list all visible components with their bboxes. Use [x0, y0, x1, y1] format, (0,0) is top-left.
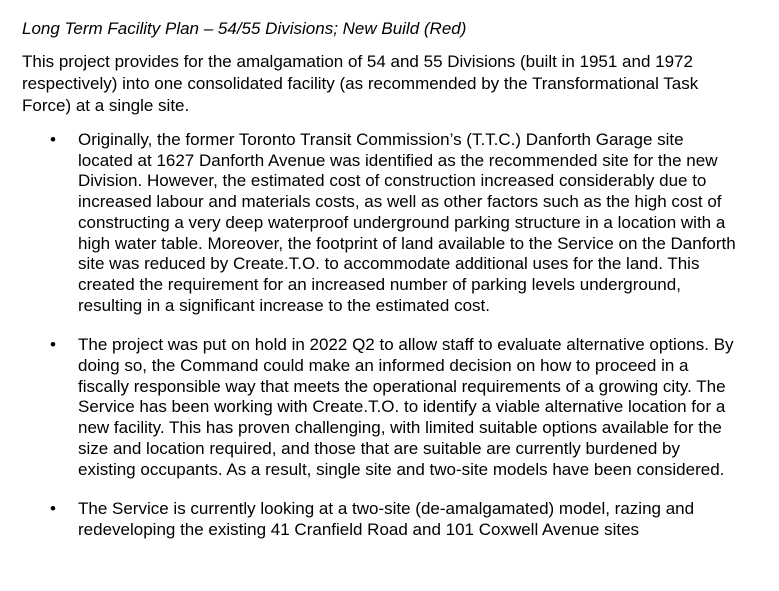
- bullet-text-2: The project was put on hold in 2022 Q2 to allow staff to evaluate alternative options. By doing so, the Command could make an informed decision on how to proceed in a fiscally responsible way that meets the operational requirements of a growing city. The Service has been working with Create.T.O. to identify a viable alternative location for a new facility. This has proven challenging, with limited suitable options available for the size and location required, and those that are suitable are currently burdened by existing occupants. As a result, single site and two-site models have been considered.: [78, 335, 734, 479]
- bullet-text-3: The Service is currently looking at a two-site (de-amalgamated) model, razing and redeveloping the existing 41 Cranfield Road and 101 Coxwell Avenue sites: [78, 499, 695, 539]
- bullet-icon: •: [50, 130, 56, 149]
- bullet-item-1: [22, 130, 742, 316]
- bullet-item-3: [22, 499, 742, 540]
- section-heading: Long Term Facility Plan – 54/55 Divisions; New Build (Red): [22, 19, 467, 38]
- bullet-item-2: [22, 335, 742, 480]
- bullet-icon: •: [50, 499, 56, 519]
- bullet-text-1: Originally, the former Toronto Transit Commission’s (T.T.C.) Danforth Garage site located at 1627 Danforth Avenue was identified as the recommended site for the new Division. However, the estimated cost of construction increased considerably due to increased labour and materials costs, as well as other factors such as the high cost of constructing a very deep waterproof underground parking structure in a location with a high water table. Moreover, the footprint of land available to the Service on the Danforth site was reduced by Create.T.O. to accommodate additional uses for the land. This created the requirement for an increased number of parking levels underground, resulting in a significant increase to the estimated cost.: [78, 130, 736, 315]
- bullet-icon: •: [50, 335, 56, 355]
- bullet-list: [22, 130, 742, 560]
- intro-paragraph: This project provides for the amalgamation of 54 and 55 Divisions (built in 1951 and 1972 respectively) into one consolidated facility (as recommended by the Transformational Task Force) at a single site.: [22, 52, 699, 115]
